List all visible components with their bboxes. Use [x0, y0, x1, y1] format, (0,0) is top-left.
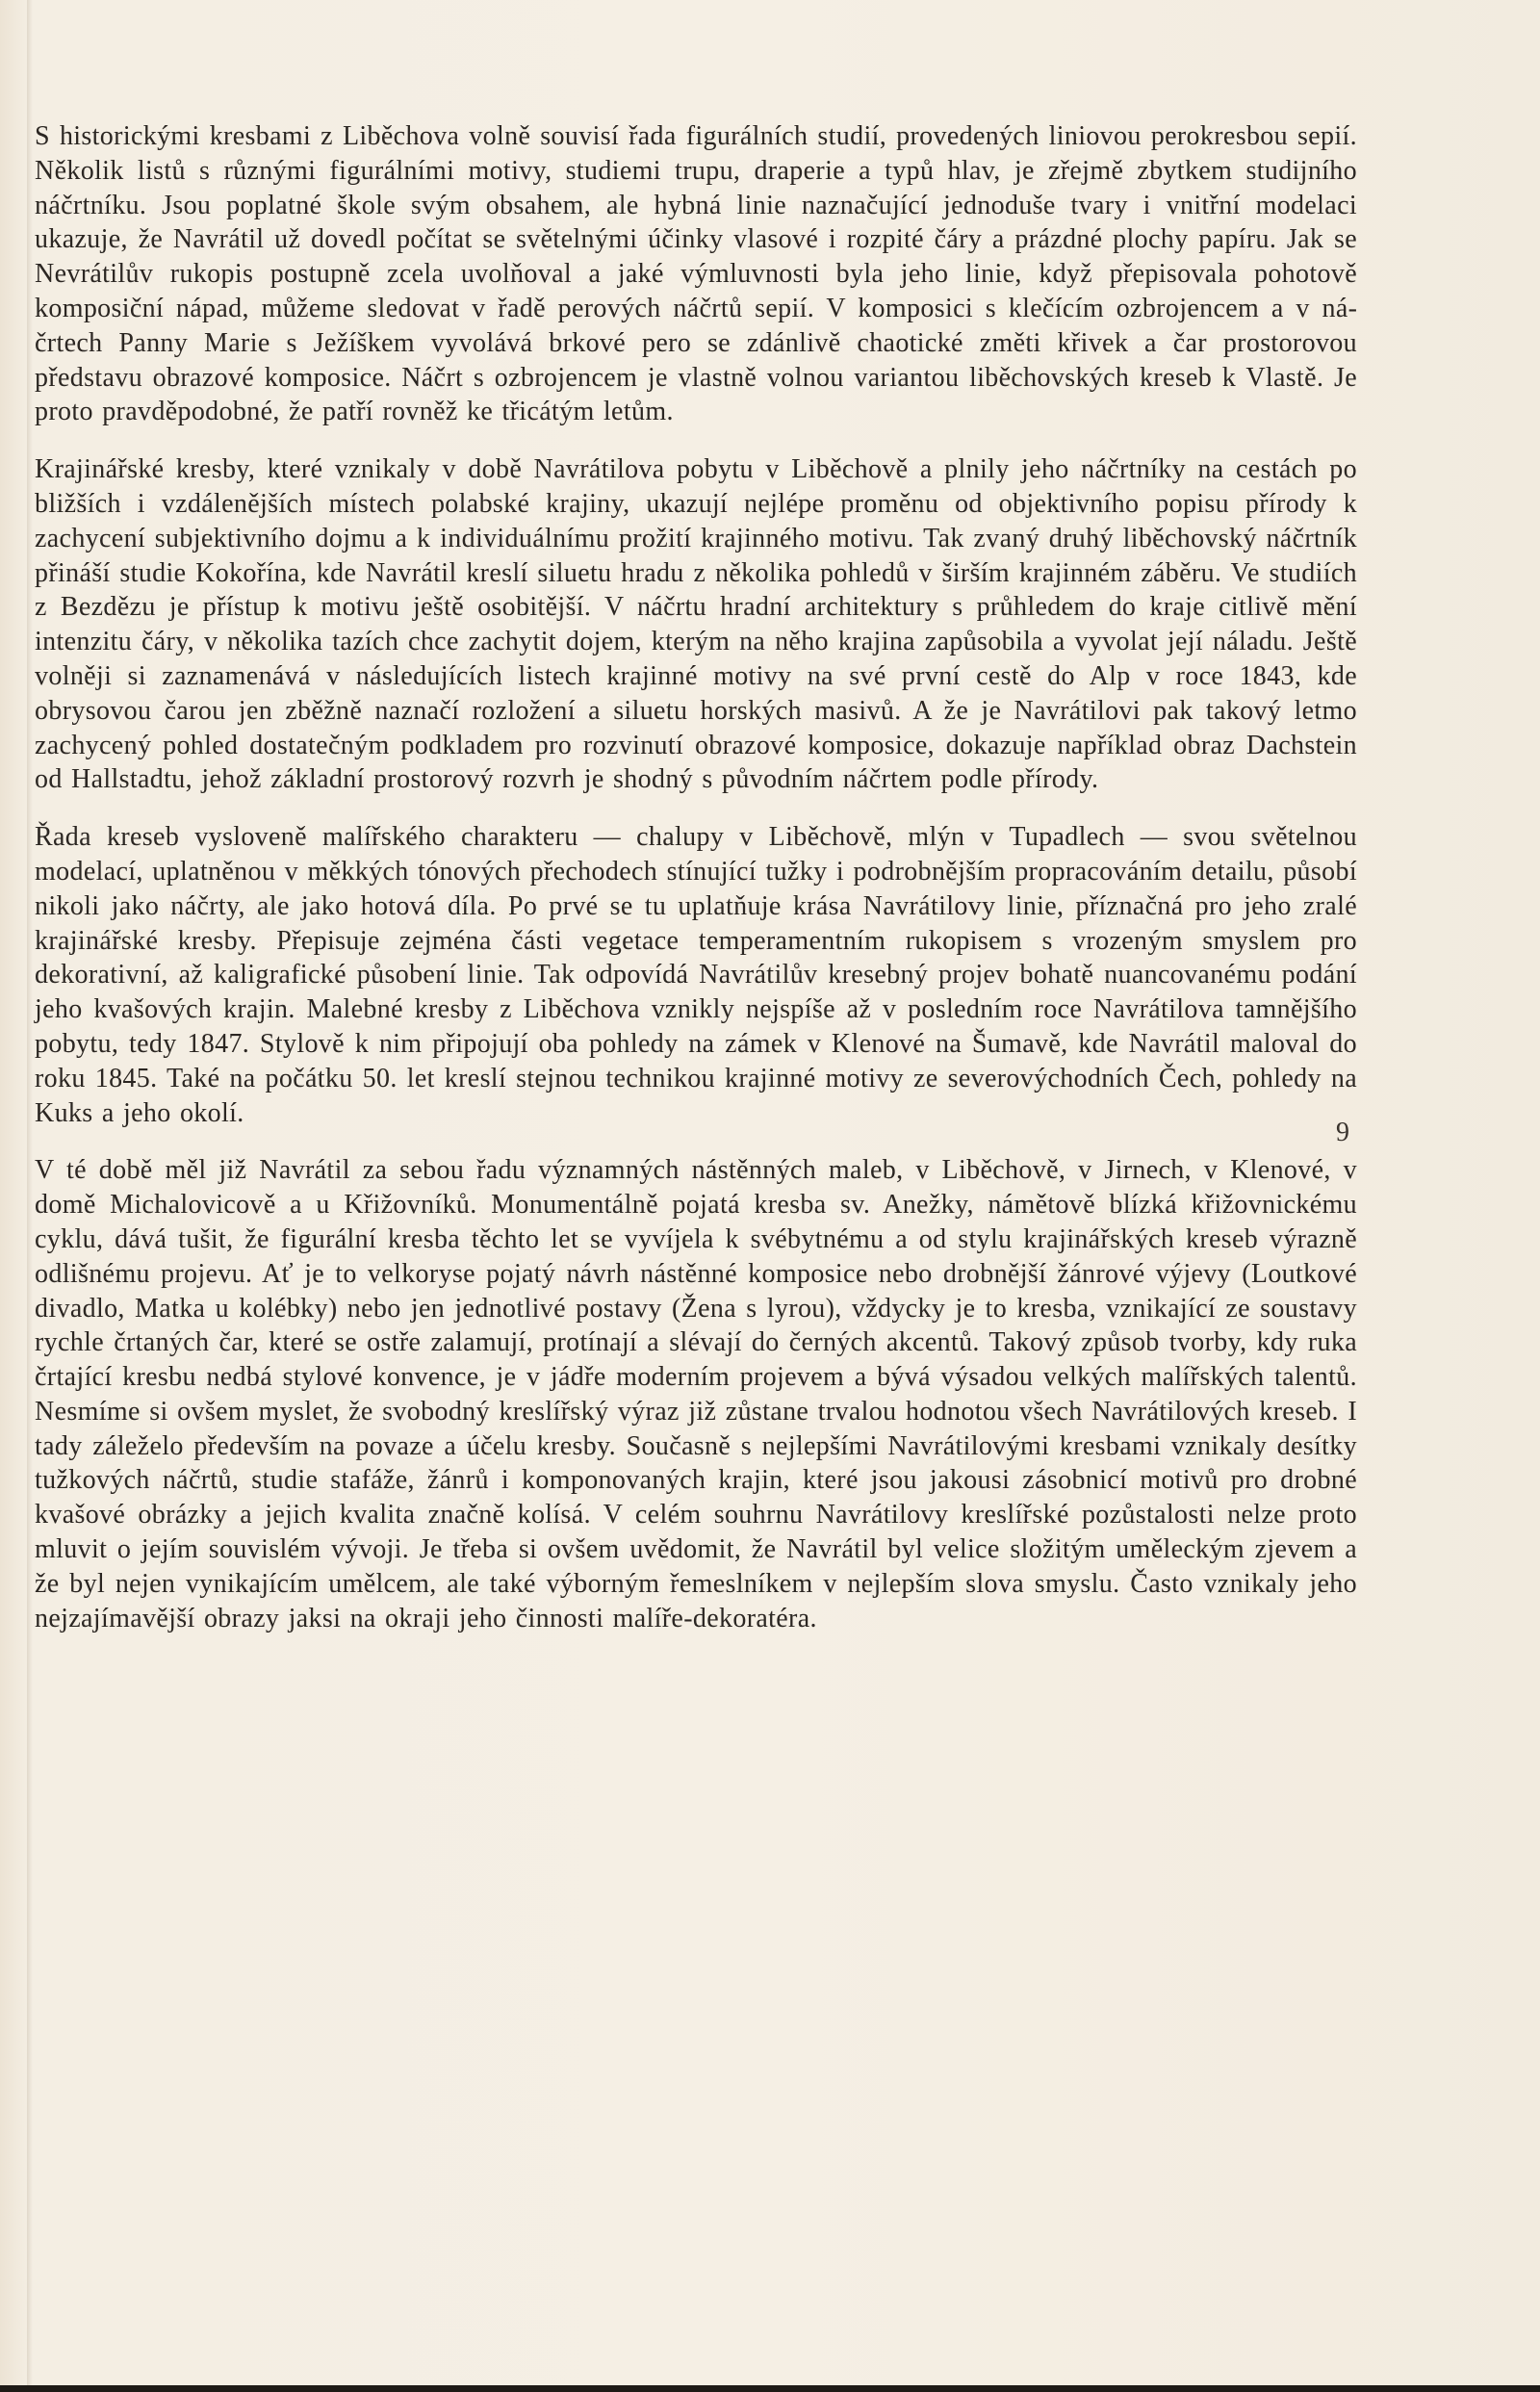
bottom-edge-rule	[0, 2385, 1540, 2392]
page-fold-shadow	[27, 0, 33, 2392]
paragraph-4: V té době měl již Navrátil za sebou řadu významných nástěnných maleb, v Liběchově, v Jirnech, v Klenové, v domě Michalovicově a u Křižovníků. Monumentálně pojatá kresba sv. Anežky, námětově blízká křižovnickému cyklu, dává tušit, že figurální kresba těchto let se vyvíjela k svébytnému a od stylu krajinářských kreseb výrazně odlišnému projevu. Ať je to velkoryse pojatý návrh nástěnné komposice nebo drobnější žánrové výjevy (Loutkové divadlo, Matka u kolébky) nebo jen jednotlivé postavy (Žena s lyrou), vždycky je to kresba, vznikající ze soustavy rychle črtaných čar, které se ostře zalamují, protínají a slévají do černých akcentů. Takový způsob tvorby, kdy ruka črtající kresbu nedbá stylové konvence, je v jádře moderním projevem a bývá výsadou velkých malířských talentů. Nesmíme si ovšem myslet, že svobodný kreslířský výraz již zůstane trvalou hodnotou všech Navrátilových kreseb. I tady záleželo především na povaze a účelu kresby. Současně s nejlepšími Navrátilovými kresbami vznikaly desítky tužkových náčrtů, studie stafáže, žánrů i komponovaných krajin, které jsou jakousi zásobnicí motivů pro drobné kvašové obrázky a jejich kvalita značně kolísá. V celém souhrnu Navrátilovy kreslířské pozůstalosti nelze proto mluvit o jejím souvislém vývoji. Je třeba si ovšem uvědomit, že Navrátil byl velice složitým uměleckým zjevem a že byl nejen vynikajícím umělcem, ale také výborným řemeslníkem v nejlepším slova smyslu. Často vznikaly jeho nejzajímavější obrazy jaksi na okraji jeho činnosti malíře-dekoratéra.	[35, 1155, 1357, 1633]
body-text	[35, 119, 1357, 1659]
paragraph-3: Řada kreseb vysloveně malířského charakteru — chalupy v Liběchově, mlýn v Tupadlech — svou světelnou modelací, uplatněnou v měkkých tónových přechodech stínující tužky i podrobnějším propracováním detailu, působí nikoli jako náčrty, ale jako hotová díla. Po prvé se tu uplatňuje krása Navrátilovy linie, příznačná pro jeho zralé krajinářské kresby. Přepisuje zejména části vegetace temperamentním rukopisem s vrozeným smyslem pro dekorativní, až kaligrafické působení linie. Tak odpovídá Navrátilův kresebný projev bohatě nuancovanému podání jeho kvašových krajin. Malebné kresby z Liběchova vznikly nejspíše až v posledním roce Navrátilova tamnějšího pobytu, tedy 1847. Stylově k nim připojují oba pohledy na zámek v Klenové na Šumavě, kde Navrátil maloval do roku 1845. Také na počátku 50. let kreslí stejnou technikou krajinné motivy ze severovýchodních Čech, pohledy na Kuks a jeho okolí.	[35, 822, 1357, 1128]
page-number: 9	[1336, 1118, 1349, 1147]
paragraph-1: S historickými kresbami z Liběchova volně souvisí řada figurálních studií, provedených liniovou perokresbou sepií. Několik listů s různými figurálními motivy, studiemi trupu, draperie a typů hlav, je zřejmě zbytkem studijního náčrtníku. Jsou poplatné škole svým obsahem, ale hybná linie naznačující jednoduše tvary i vnitřní modelaci ukazuje, že Navrátil už dovedl počítat se světelnými účinky vlasové i rozpité čáry a prázdné plochy papíru. Jak se Nevrátilův rukopis postupně zcela uvolňoval a jaké výmluvnosti byla jeho linie, když přepisovala pohotově komposiční nápad, můžeme sledovat v řadě perových náčrtů sepií. V komposici s klečícím ozbrojencem a v náčrtech Panny Marie s Ježíškem vyvolává brkové pero se zdánlivě chaotické změti křivek a čar prostorovou představu obrazové komposice. Náčrt s ozbrojencem je vlastně volnou variantou liběchovských kreseb k Vlastě. Je proto pravděpodobné, že patří rovněž ke třicátým letům.	[35, 121, 1357, 427]
paragraph-2: Krajinářské kresby, které vznikaly v době Navrátilova pobytu v Liběchově a plnily jeho náčrtníky na cestách po bližších i vzdálenějších místech polabské krajiny, ukazují nejlépe proměnu od objektivního popisu přírody k zachycení subjektivního dojmu a k individuálnímu prožití krajinného motivu. Tak zvaný druhý liběchovský náčrtník přináší studie Kokořína, kde Navrátil kreslí siluetu hradu z několika pohledů v širším krajinném záběru. Ve studiích z Bezdězu je přístup k motivu ještě osobitější. V náčrtu hradní architektury s průhledem do kraje citlivě mění intenzitu čáry, v několika tazích chce zachytit dojem, kterým na něho krajina zapůsobila a vyvolat její náladu. Ještě volněji si zaznamenává v následujících listech krajinné motivy na své první cestě do Alp v roce 1843, kde obrysovou čarou jen zběžně naznačí rozložení a siluetu horských masivů. A že je Navrátilovi pak takový letmo zachycený pohled dostatečným podkladem pro rozvinutí obrazové komposice, dokazuje například obraz Dachstein od Hallstadtu, jehož základní prostorový rozvrh je shodný s původním náčrtem podle přírody.	[35, 454, 1357, 795]
